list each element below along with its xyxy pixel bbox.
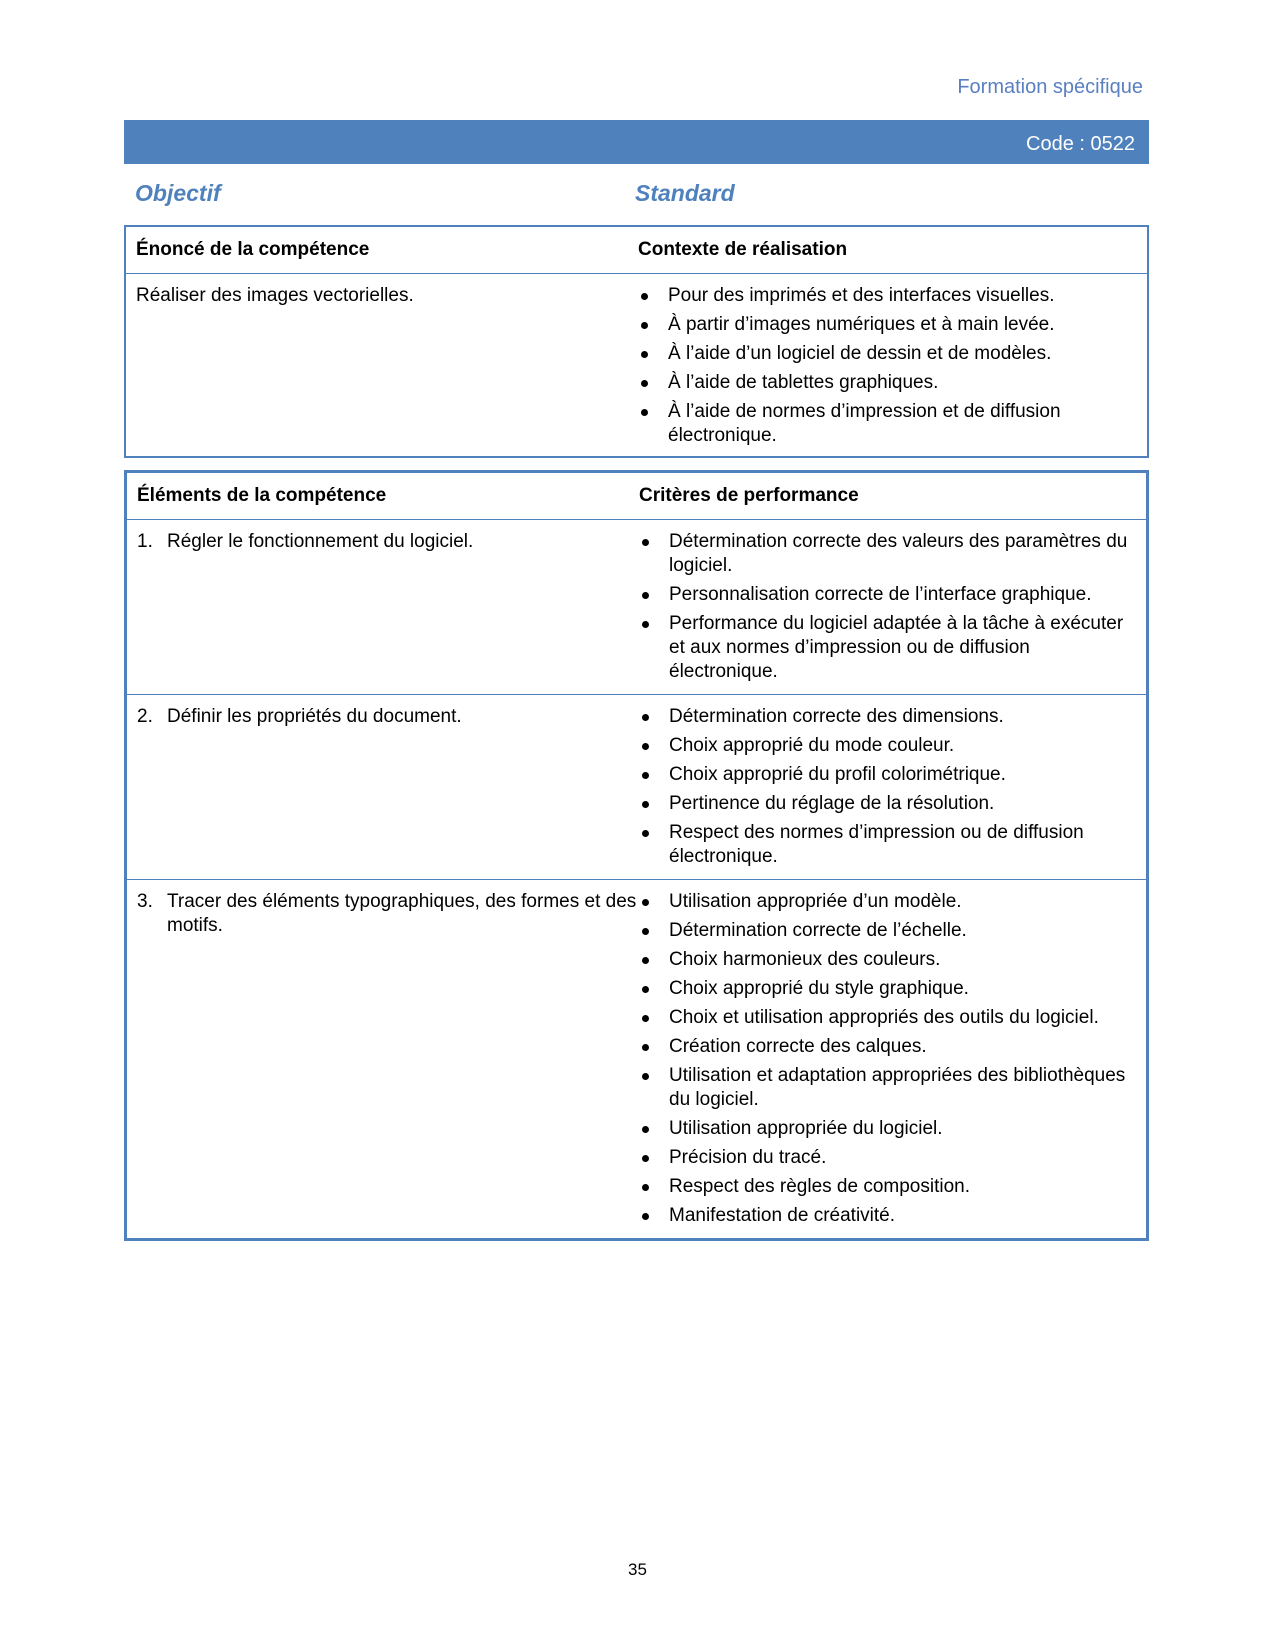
list-item: À l’aide de tablettes graphiques. [638, 371, 1139, 395]
criteria-list [639, 890, 1138, 1228]
list-item: À l’aide de normes d’impression et de diffusion électronique. [638, 400, 1139, 448]
table-row [127, 695, 1146, 880]
statement-header: Énoncé de la compétence [136, 239, 370, 260]
elements-table [124, 470, 1149, 1241]
list-item: Respect des règles de composition. [639, 1175, 1138, 1199]
list-item: Choix approprié du style graphique. [639, 977, 1138, 1001]
list-item: À partir d’images numériques et à main levée. [638, 313, 1139, 337]
elements-header: Éléments de la compétence [137, 485, 387, 506]
standard-heading: Standard [635, 180, 735, 206]
element-text: 2. Définir les propriétés du document. [137, 706, 462, 727]
table-row [127, 520, 1146, 695]
bullet-icon [642, 592, 649, 599]
list-item: Utilisation et adaptation appropriées des bibliothèques du logiciel. [639, 1064, 1138, 1112]
context-list [638, 284, 1139, 448]
list-item: Respect des normes d’impression ou de diffusion électronique. [639, 821, 1138, 869]
bullet-icon [642, 539, 649, 546]
list-item: Pour des imprimés et des interfaces visuelles. [638, 284, 1139, 308]
bullet-icon [641, 322, 648, 329]
list-item: Détermination correcte de l’échelle. [639, 919, 1138, 943]
competence-table-header [126, 227, 1147, 274]
competence-statement: Réaliser des images vectorielles. [136, 285, 414, 306]
element-text: 1. Régler le fonctionnement du logiciel. [137, 531, 474, 552]
bullet-icon [642, 772, 649, 779]
list-item: Détermination correcte des valeurs des paramètres du logiciel. [639, 530, 1138, 578]
criteria-list [639, 530, 1138, 684]
bullet-icon [642, 899, 649, 906]
bullet-icon [642, 1044, 649, 1051]
bullet-icon [642, 1155, 649, 1162]
bullet-icon [642, 986, 649, 993]
list-item: À l’aide d’un logiciel de dessin et de modèles. [638, 342, 1139, 366]
code-bar [124, 120, 1149, 164]
bullet-icon [641, 351, 648, 358]
bullet-icon [642, 801, 649, 808]
bullet-icon [641, 409, 648, 416]
bullet-icon [642, 1213, 649, 1220]
list-item: Détermination correcte des dimensions. [639, 705, 1138, 729]
bullet-icon [642, 714, 649, 721]
bullet-icon [642, 928, 649, 935]
objectif-heading: Objectif [135, 180, 221, 206]
elements-table-header [127, 473, 1146, 520]
list-item: Pertinence du réglage de la résolution. [639, 792, 1138, 816]
element-text: 3. Tracer des éléments typographiques, des formes et des motifs. [137, 891, 637, 936]
bullet-icon [641, 293, 648, 300]
table-row [127, 880, 1146, 1238]
bullet-icon [642, 1126, 649, 1133]
list-item: Création correcte des calques. [639, 1035, 1138, 1059]
list-item: Utilisation appropriée du logiciel. [639, 1117, 1138, 1141]
competence-table-body [126, 274, 1147, 456]
list-item: Manifestation de créativité. [639, 1204, 1138, 1228]
context-header: Contexte de réalisation [638, 239, 848, 260]
bullet-icon [642, 621, 649, 628]
program-label: Formation spécifique [957, 76, 1143, 98]
bullet-icon [642, 1015, 649, 1022]
competence-table [124, 225, 1149, 458]
criteria-header: Critères de performance [639, 485, 859, 506]
bullet-icon [642, 1073, 649, 1080]
list-item: Choix et utilisation appropriés des outils du logiciel. [639, 1006, 1138, 1030]
list-item: Choix approprié du profil colorimétrique. [639, 763, 1138, 787]
criteria-list [639, 705, 1138, 869]
list-item: Précision du tracé. [639, 1146, 1138, 1170]
page-number: 35 [628, 1560, 647, 1579]
bullet-icon [642, 957, 649, 964]
list-item: Personnalisation correcte de l’interface graphique. [639, 583, 1138, 607]
bullet-icon [642, 830, 649, 837]
list-item: Choix harmonieux des couleurs. [639, 948, 1138, 972]
bullet-icon [641, 380, 648, 387]
code-label: Code : 0522 [1026, 133, 1135, 155]
list-item: Utilisation appropriée d’un modèle. [639, 890, 1138, 914]
bullet-icon [642, 1184, 649, 1191]
list-item: Choix approprié du mode couleur. [639, 734, 1138, 758]
bullet-icon [642, 743, 649, 750]
list-item: Performance du logiciel adaptée à la tâche à exécuter et aux normes d’impression ou de diffusion électronique. [639, 612, 1138, 684]
